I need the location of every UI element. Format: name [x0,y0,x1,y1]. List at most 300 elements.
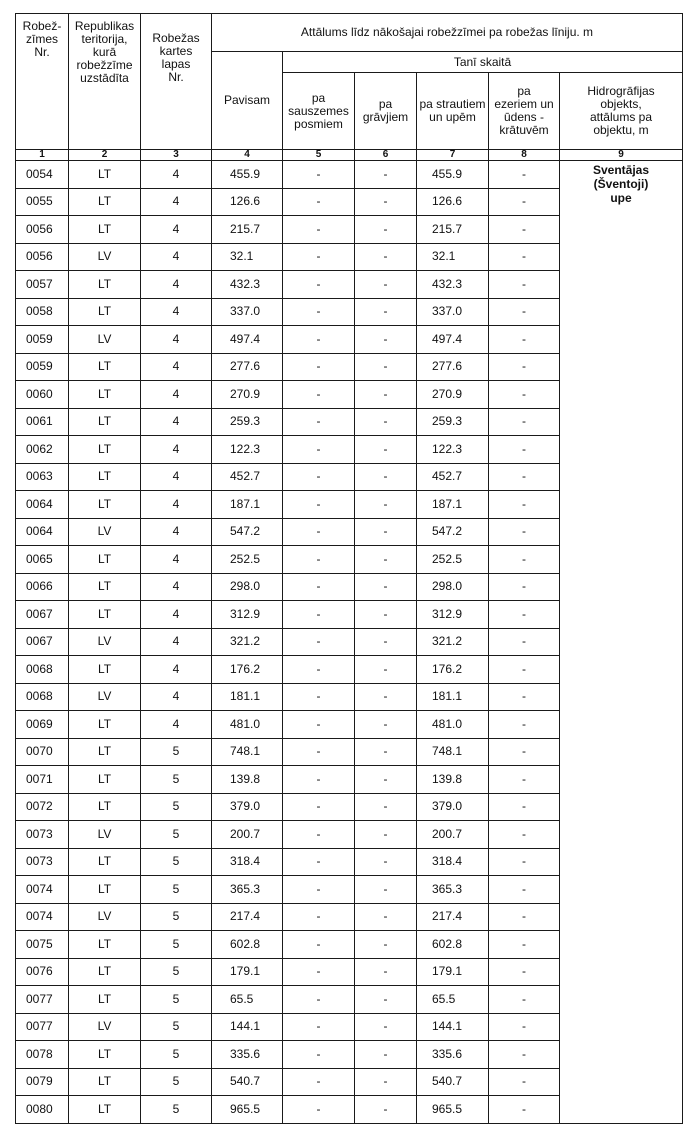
lake-distance-cell: - [489,848,560,876]
land-distance-cell: - [283,1096,355,1124]
territory-cell: LV [69,903,141,931]
ditch-distance-cell: - [355,601,417,629]
marker-number-cell: 0077 [16,986,69,1014]
land-distance-cell: - [283,326,355,354]
land-distance-cell: - [283,463,355,491]
land-distance-cell: - [283,656,355,684]
marker-number-cell: 0063 [16,463,69,491]
land-distance-cell: - [283,848,355,876]
territory-cell: LT [69,491,141,519]
territory-cell: LT [69,848,141,876]
stream-distance-cell: 126.6 [417,188,489,216]
lake-distance-cell: - [489,381,560,409]
ditch-distance-cell: - [355,876,417,904]
territory-cell: LV [69,683,141,711]
lake-distance-cell: - [489,436,560,464]
map-sheet-cell: 5 [141,793,212,821]
total-distance-cell: 540.7 [212,1068,283,1096]
lake-distance-cell: - [489,518,560,546]
ditch-distance-cell: - [355,711,417,739]
territory-cell: LT [69,986,141,1014]
map-sheet-cell: 4 [141,216,212,244]
lake-distance-cell: - [489,1068,560,1096]
lake-distance-cell: - [489,1013,560,1041]
marker-number-cell: 0067 [16,628,69,656]
lake-distance-cell: - [489,628,560,656]
ditch-distance-cell: - [355,216,417,244]
lake-distance-cell: - [489,958,560,986]
ditch-distance-cell: - [355,298,417,326]
lake-distance-cell: - [489,986,560,1014]
marker-number-cell: 0073 [16,821,69,849]
lake-distance-cell: - [489,271,560,299]
column-number: 7 [417,150,489,161]
total-distance-cell: 32.1 [212,243,283,271]
table-body [16,161,683,1124]
map-sheet-cell: 5 [141,1041,212,1069]
lake-distance-cell: - [489,601,560,629]
marker-number-cell: 0055 [16,188,69,216]
total-distance-cell: 144.1 [212,1013,283,1041]
marker-number-cell: 0064 [16,491,69,519]
stream-distance-cell: 215.7 [417,216,489,244]
total-distance-cell: 337.0 [212,298,283,326]
marker-number-cell: 0077 [16,1013,69,1041]
stream-distance-cell: 181.1 [417,683,489,711]
ditch-distance-cell: - [355,161,417,189]
header-of-which: Tanī skaitā [283,52,683,73]
stream-distance-cell: 144.1 [417,1013,489,1041]
map-sheet-cell: 4 [141,298,212,326]
lake-distance-cell: - [489,161,560,189]
header-ditches: pa grāvjiem [355,73,417,150]
ditch-distance-cell: - [355,243,417,271]
header-map-sheet: Robežas kartes lapas Nr. [141,14,212,150]
marker-number-cell: 0078 [16,1041,69,1069]
ditch-distance-cell: - [355,656,417,684]
land-distance-cell: - [283,793,355,821]
land-distance-cell: - [283,876,355,904]
hydrographic-object-cell [560,161,683,1124]
total-distance-cell: 481.0 [212,711,283,739]
territory-cell: LT [69,381,141,409]
territory-cell: LT [69,656,141,684]
total-distance-cell: 379.0 [212,793,283,821]
lake-distance-cell: - [489,573,560,601]
land-distance-cell: - [283,931,355,959]
total-distance-cell: 455.9 [212,161,283,189]
territory-cell: LT [69,216,141,244]
stream-distance-cell: 270.9 [417,381,489,409]
stream-distance-cell: 277.6 [417,353,489,381]
lake-distance-cell: - [489,243,560,271]
ditch-distance-cell: - [355,1041,417,1069]
ditch-distance-cell: - [355,408,417,436]
ditch-distance-cell: - [355,766,417,794]
lake-distance-cell: - [489,656,560,684]
marker-number-cell: 0075 [16,931,69,959]
table-header [16,14,683,161]
total-distance-cell: 215.7 [212,216,283,244]
header-territory: Republikas teritorija, kurā robežzīme uzstādīta [69,14,141,150]
map-sheet-cell: 5 [141,1013,212,1041]
river-name-line: upe [610,191,632,205]
map-sheet-cell: 4 [141,188,212,216]
territory-cell: LT [69,766,141,794]
ditch-distance-cell: - [355,353,417,381]
boundary-marker-table [15,13,683,1124]
total-distance-cell: 217.4 [212,903,283,931]
ditch-distance-cell: - [355,1096,417,1124]
map-sheet-cell: 4 [141,243,212,271]
ditch-distance-cell: - [355,518,417,546]
territory-cell: LT [69,463,141,491]
land-distance-cell: - [283,518,355,546]
marker-number-cell: 0071 [16,766,69,794]
total-distance-cell: 298.0 [212,573,283,601]
land-distance-cell: - [283,243,355,271]
stream-distance-cell: 335.6 [417,1041,489,1069]
stream-distance-cell: 365.3 [417,876,489,904]
land-distance-cell: - [283,711,355,739]
stream-distance-cell: 455.9 [417,161,489,189]
total-distance-cell: 602.8 [212,931,283,959]
column-number: 6 [355,150,417,161]
lake-distance-cell: - [489,903,560,931]
stream-distance-cell: 252.5 [417,546,489,574]
total-distance-cell: 432.3 [212,271,283,299]
land-distance-cell: - [283,381,355,409]
ditch-distance-cell: - [355,821,417,849]
header-total: Pavisam [212,52,283,150]
column-number: 4 [212,150,283,161]
marker-number-cell: 0076 [16,958,69,986]
marker-number-cell: 0062 [16,436,69,464]
stream-distance-cell: 547.2 [417,518,489,546]
map-sheet-cell: 5 [141,931,212,959]
stream-distance-cell: 259.3 [417,408,489,436]
lake-distance-cell: - [489,793,560,821]
map-sheet-cell: 4 [141,573,212,601]
ditch-distance-cell: - [355,903,417,931]
land-distance-cell: - [283,436,355,464]
land-distance-cell: - [283,353,355,381]
ditch-distance-cell: - [355,738,417,766]
ditch-distance-cell: - [355,491,417,519]
marker-number-cell: 0072 [16,793,69,821]
marker-number-cell: 0056 [16,216,69,244]
marker-number-cell: 0059 [16,326,69,354]
map-sheet-cell: 4 [141,601,212,629]
lake-distance-cell: - [489,546,560,574]
map-sheet-cell: 5 [141,821,212,849]
table-row [16,161,683,189]
stream-distance-cell: 298.0 [417,573,489,601]
column-number: 3 [141,150,212,161]
total-distance-cell: 452.7 [212,463,283,491]
ditch-distance-cell: - [355,628,417,656]
ditch-distance-cell: - [355,381,417,409]
lake-distance-cell: - [489,766,560,794]
lake-distance-cell: - [489,326,560,354]
lake-distance-cell: - [489,353,560,381]
map-sheet-cell: 5 [141,1068,212,1096]
map-sheet-cell: 5 [141,1096,212,1124]
total-distance-cell: 365.3 [212,876,283,904]
stream-distance-cell: 312.9 [417,601,489,629]
total-distance-cell: 65.5 [212,986,283,1014]
marker-number-cell: 0067 [16,601,69,629]
stream-distance-cell: 965.5 [417,1096,489,1124]
stream-distance-cell: 337.0 [417,298,489,326]
marker-number-cell: 0064 [16,518,69,546]
total-distance-cell: 318.4 [212,848,283,876]
map-sheet-cell: 5 [141,876,212,904]
header-streams-rivers: pa strautiem un upēm [417,73,489,150]
marker-number-cell: 0073 [16,848,69,876]
total-distance-cell: 126.6 [212,188,283,216]
territory-cell: LT [69,876,141,904]
map-sheet-cell: 4 [141,408,212,436]
territory-cell: LV [69,243,141,271]
territory-cell: LT [69,738,141,766]
map-sheet-cell: 4 [141,161,212,189]
marker-number-cell: 0074 [16,876,69,904]
marker-number-cell: 0079 [16,1068,69,1096]
total-distance-cell: 547.2 [212,518,283,546]
lake-distance-cell: - [489,1096,560,1124]
lake-distance-cell: - [489,1041,560,1069]
header-distance-group: Attālums līdz nākošajai robežzīmei pa robežas līniju. m [212,14,683,52]
land-distance-cell: - [283,1041,355,1069]
column-number: 9 [560,150,683,161]
territory-cell: LV [69,518,141,546]
column-number-row [16,150,683,161]
territory-cell: LT [69,573,141,601]
boundary-marker-document [15,13,683,1124]
land-distance-cell: - [283,601,355,629]
lake-distance-cell: - [489,711,560,739]
total-distance-cell: 748.1 [212,738,283,766]
land-distance-cell: - [283,1013,355,1041]
ditch-distance-cell: - [355,848,417,876]
marker-number-cell: 0068 [16,656,69,684]
land-distance-cell: - [283,986,355,1014]
marker-number-cell: 0056 [16,243,69,271]
map-sheet-cell: 4 [141,326,212,354]
ditch-distance-cell: - [355,958,417,986]
header-land-sections: pa sauszemes posmiem [283,73,355,150]
stream-distance-cell: 179.1 [417,958,489,986]
marker-number-cell: 0060 [16,381,69,409]
lake-distance-cell: - [489,683,560,711]
land-distance-cell: - [283,546,355,574]
territory-cell: LT [69,793,141,821]
marker-number-cell: 0061 [16,408,69,436]
marker-number-cell: 0066 [16,573,69,601]
stream-distance-cell: 217.4 [417,903,489,931]
map-sheet-cell: 5 [141,848,212,876]
map-sheet-cell: 4 [141,436,212,464]
header-lakes-reservoirs: pa ezeriem un ūdens - krātuvēm [489,73,560,150]
ditch-distance-cell: - [355,546,417,574]
territory-cell: LT [69,931,141,959]
ditch-distance-cell: - [355,463,417,491]
lake-distance-cell: - [489,738,560,766]
territory-cell: LT [69,601,141,629]
territory-cell: LT [69,546,141,574]
stream-distance-cell: 187.1 [417,491,489,519]
column-number: 1 [16,150,69,161]
land-distance-cell: - [283,821,355,849]
ditch-distance-cell: - [355,793,417,821]
lake-distance-cell: - [489,216,560,244]
map-sheet-cell: 4 [141,628,212,656]
ditch-distance-cell: - [355,188,417,216]
lake-distance-cell: - [489,188,560,216]
map-sheet-cell: 4 [141,683,212,711]
lake-distance-cell: - [489,463,560,491]
territory-cell: LT [69,711,141,739]
land-distance-cell: - [283,628,355,656]
marker-number-cell: 0070 [16,738,69,766]
total-distance-cell: 122.3 [212,436,283,464]
map-sheet-cell: 5 [141,766,212,794]
total-distance-cell: 187.1 [212,491,283,519]
territory-cell: LV [69,821,141,849]
territory-cell: LV [69,1013,141,1041]
map-sheet-cell: 4 [141,381,212,409]
territory-cell: LT [69,161,141,189]
total-distance-cell: 139.8 [212,766,283,794]
total-distance-cell: 179.1 [212,958,283,986]
territory-cell: LT [69,1068,141,1096]
land-distance-cell: - [283,161,355,189]
territory-cell: LT [69,408,141,436]
land-distance-cell: - [283,216,355,244]
total-distance-cell: 277.6 [212,353,283,381]
lake-distance-cell: - [489,491,560,519]
map-sheet-cell: 4 [141,491,212,519]
marker-number-cell: 0058 [16,298,69,326]
land-distance-cell: - [283,903,355,931]
land-distance-cell: - [283,683,355,711]
header-marker-number: Robež- zīmes Nr. [16,14,69,150]
land-distance-cell: - [283,491,355,519]
land-distance-cell: - [283,188,355,216]
stream-distance-cell: 432.3 [417,271,489,299]
marker-number-cell: 0068 [16,683,69,711]
map-sheet-cell: 5 [141,738,212,766]
total-distance-cell: 321.2 [212,628,283,656]
land-distance-cell: - [283,1068,355,1096]
lake-distance-cell: - [489,931,560,959]
stream-distance-cell: 540.7 [417,1068,489,1096]
territory-cell: LV [69,326,141,354]
map-sheet-cell: 4 [141,518,212,546]
lake-distance-cell: - [489,298,560,326]
total-distance-cell: 200.7 [212,821,283,849]
land-distance-cell: - [283,408,355,436]
marker-number-cell: 0059 [16,353,69,381]
total-distance-cell: 181.1 [212,683,283,711]
lake-distance-cell: - [489,876,560,904]
river-name-line: (Šventoji) [593,177,649,191]
marker-number-cell: 0080 [16,1096,69,1124]
marker-number-cell: 0074 [16,903,69,931]
land-distance-cell: - [283,298,355,326]
map-sheet-cell: 5 [141,958,212,986]
territory-cell: LT [69,188,141,216]
stream-distance-cell: 200.7 [417,821,489,849]
lake-distance-cell: - [489,821,560,849]
stream-distance-cell: 379.0 [417,793,489,821]
territory-cell: LT [69,1096,141,1124]
total-distance-cell: 497.4 [212,326,283,354]
column-number: 8 [489,150,560,161]
stream-distance-cell: 176.2 [417,656,489,684]
land-distance-cell: - [283,958,355,986]
map-sheet-cell: 4 [141,711,212,739]
ditch-distance-cell: - [355,573,417,601]
ditch-distance-cell: - [355,1068,417,1096]
river-name-line: Sventājas [592,163,650,177]
total-distance-cell: 259.3 [212,408,283,436]
stream-distance-cell: 748.1 [417,738,489,766]
total-distance-cell: 270.9 [212,381,283,409]
stream-distance-cell: 318.4 [417,848,489,876]
map-sheet-cell: 5 [141,903,212,931]
marker-number-cell: 0057 [16,271,69,299]
stream-distance-cell: 481.0 [417,711,489,739]
ditch-distance-cell: - [355,326,417,354]
map-sheet-cell: 4 [141,656,212,684]
land-distance-cell: - [283,766,355,794]
territory-cell: LT [69,436,141,464]
map-sheet-cell: 5 [141,986,212,1014]
stream-distance-cell: 452.7 [417,463,489,491]
ditch-distance-cell: - [355,1013,417,1041]
ditch-distance-cell: - [355,931,417,959]
territory-cell: LT [69,353,141,381]
land-distance-cell: - [283,738,355,766]
territory-cell: LT [69,1041,141,1069]
ditch-distance-cell: - [355,683,417,711]
total-distance-cell: 965.5 [212,1096,283,1124]
map-sheet-cell: 4 [141,271,212,299]
stream-distance-cell: 602.8 [417,931,489,959]
marker-number-cell: 0069 [16,711,69,739]
stream-distance-cell: 497.4 [417,326,489,354]
total-distance-cell: 312.9 [212,601,283,629]
total-distance-cell: 335.6 [212,1041,283,1069]
header-hydrographic-object: Hidrogrāfijas objekts, attālums pa objektu, m [560,73,683,150]
land-distance-cell: - [283,271,355,299]
total-distance-cell: 252.5 [212,546,283,574]
stream-distance-cell: 139.8 [417,766,489,794]
stream-distance-cell: 122.3 [417,436,489,464]
column-number: 2 [69,150,141,161]
stream-distance-cell: 32.1 [417,243,489,271]
map-sheet-cell: 4 [141,546,212,574]
territory-cell: LV [69,628,141,656]
stream-distance-cell: 321.2 [417,628,489,656]
lake-distance-cell: - [489,408,560,436]
total-distance-cell: 176.2 [212,656,283,684]
stream-distance-cell: 65.5 [417,986,489,1014]
marker-number-cell: 0065 [16,546,69,574]
map-sheet-cell: 4 [141,353,212,381]
